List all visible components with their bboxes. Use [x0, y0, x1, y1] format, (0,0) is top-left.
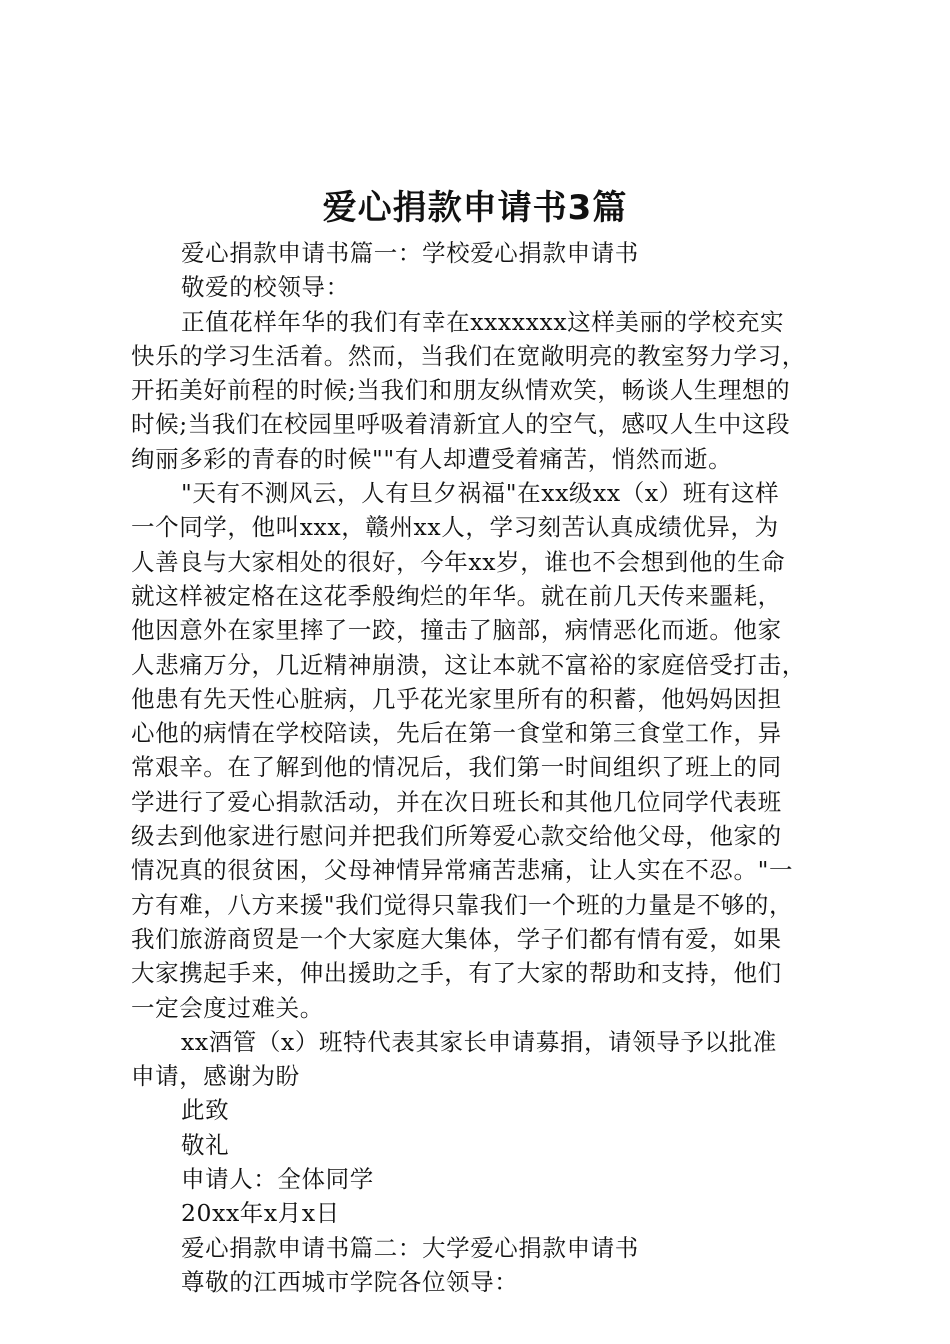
- document-body: [131, 236, 831, 1299]
- body-line: 级去到他家进行慰问并把我们所筹爱心款交给他父母，他家的: [131, 822, 782, 851]
- body-line: 敬礼: [181, 1130, 230, 1159]
- body-line: 常艰辛。在了解到他的情况后，我们第一时间组织了班上的同: [131, 753, 782, 782]
- body-line: 学进行了爱心捐款活动，并在次日班长和其他几位同学代表班: [131, 787, 782, 816]
- body-line: 敬爱的校领导：: [181, 273, 350, 302]
- body-line: 心他的病情在学校陪读，先后在第一食堂和第三食堂工作，异: [131, 719, 782, 748]
- body-line: 一定会度过难关。: [131, 993, 324, 1022]
- body-line: 他患有先天性心脏病，几乎花光家里所有的积蓄，他妈妈因担: [131, 684, 782, 713]
- body-line: 绚丽多彩的青春的时候""有人却遭受着痛苦，悄然而逝。: [131, 444, 733, 473]
- body-line: xx酒管（x）班特代表其家长申请募捐，请领导予以批准: [181, 1027, 777, 1056]
- body-line: 开拓美好前程的时候;当我们和朋友纵情欢笑，畅谈人生理想的: [131, 376, 791, 405]
- body-line: 爱心捐款申请书篇一：学校爱心捐款申请书: [181, 239, 639, 267]
- body-line: "天有不测风云，人有旦夕祸福"在xx级xx（x）班有这样: [181, 479, 780, 508]
- body-line: 20xx年x月x日: [181, 1199, 340, 1228]
- body-line: 申请，感谢为盼: [131, 1062, 300, 1091]
- body-line: 申请人：全体同学: [181, 1165, 374, 1194]
- body-line: 就这样被定格在这花季般绚烂的年华。就在前几天传来噩耗，: [131, 581, 782, 610]
- body-line: 人善良与大家相处的很好，今年xx岁，谁也不会想到他的生命: [131, 547, 786, 576]
- body-line: 我们旅游商贸是一个大家庭大集体，学子们都有情有爱，如果: [131, 924, 782, 953]
- document-title: 爱心捐款申请书3篇: [322, 188, 628, 228]
- body-line: 他因意外在家里摔了一跤，撞击了脑部，病情恶化而逝。他家: [131, 616, 782, 645]
- body-line: 尊敬的江西城市学院各位领导：: [181, 1267, 519, 1296]
- body-line: 正值花样年华的我们有幸在xxxxxxx这样美丽的学校充实: [181, 307, 785, 336]
- body-line: 快乐的学习生活着。然而，当我们在宽敞明亮的教室努力学习，: [131, 341, 806, 370]
- body-line: 大家携起手来，伸出援助之手，有了大家的帮助和支持，他们: [131, 959, 782, 988]
- body-line: 人悲痛万分，几近精神崩溃，这让本就不富裕的家庭倍受打击，: [131, 650, 806, 679]
- body-line: 方有难，八方来援"我们觉得只靠我们一个班的力量是不够的，: [131, 890, 794, 919]
- body-line: 此致: [181, 1096, 230, 1125]
- body-line: 爱心捐款申请书篇二：大学爱心捐款申请书: [181, 1233, 639, 1262]
- body-line: 情况真的很贫困，父母神情异常痛苦悲痛，让人实在不忍。"一: [131, 856, 794, 885]
- body-line: 一个同学，他叫xxx，赣州xx人，学习刻苦认真成绩优异，为: [131, 513, 779, 542]
- body-line: 时候;当我们在校园里呼吸着清新宜人的空气，感叹人生中这段: [131, 410, 791, 439]
